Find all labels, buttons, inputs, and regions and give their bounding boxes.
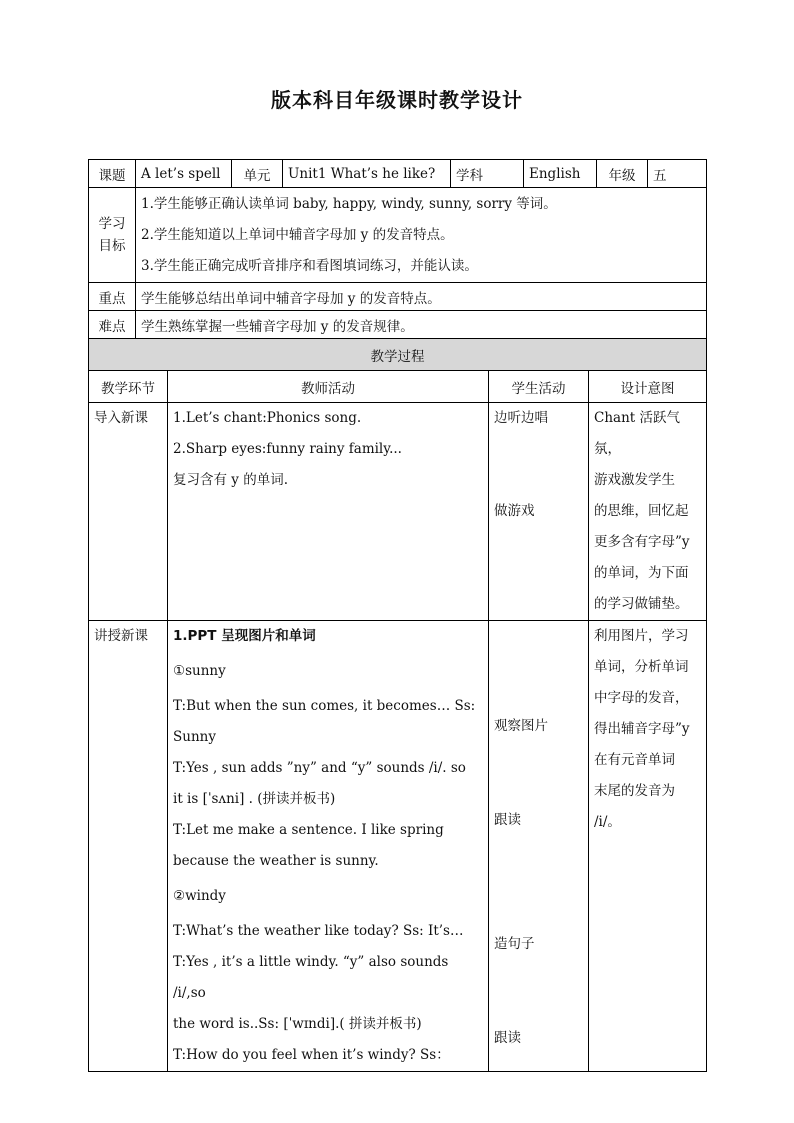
objectives-label <box>89 188 136 283</box>
unit-label: 单元 <box>232 160 283 188</box>
process-title: 教学过程 <box>89 339 707 371</box>
design-cell <box>589 621 707 1072</box>
design-line: 在有元音单词 <box>594 752 675 768</box>
student-line: 做游戏 <box>494 503 535 519</box>
student-line: 跟读 <box>494 1030 521 1046</box>
design-line: 更多含有字母”y <box>594 534 690 550</box>
teacher-line: 2.Sharp eyes:funny rainy family... <box>173 441 402 457</box>
stage-cell: 导入新课 <box>89 403 168 621</box>
design-cell <box>589 403 707 621</box>
stage-cell: 讲授新课 <box>89 621 168 1072</box>
objective-item: 3.学生能正确完成听音排序和看图填词练习，并能认读。 <box>141 257 478 274</box>
topic-value: A let’s spell <box>136 160 232 188</box>
teacher-line: T:What’s the weather like today? Ss: It’s… <box>173 923 464 939</box>
teacher-line: 1.PPT 呈现图片和单词 <box>173 628 316 644</box>
design-line: 的思维，回忆起 <box>594 503 689 519</box>
design-line: 的学习做铺垫。 <box>594 596 689 612</box>
header-student: 学生活动 <box>489 371 589 403</box>
teacher-line: T:Yes , it’s a little windy. “y” also sounds /i/,so <box>173 954 449 1001</box>
teacher-cell <box>168 403 489 621</box>
teacher-line: T:How do you feel when it’s windy? Ss： <box>173 1047 450 1063</box>
design-line: Chant 活跃气氛， <box>594 410 680 457</box>
key-point-text: 学生能够总结出单词中辅音字母加 y 的发音特点。 <box>136 283 707 311</box>
header-design: 设计意图 <box>589 371 707 403</box>
student-cell <box>489 403 589 621</box>
teacher-line: ①sunny <box>173 663 226 679</box>
student-line: 造句子 <box>494 936 535 952</box>
design-line: /i/。 <box>594 814 621 830</box>
difficulty-text: 学生熟练掌握一些辅音字母加 y 的发音规律。 <box>136 311 707 339</box>
student-line: 边听边唱 <box>494 410 548 426</box>
objective-item: 1.学生能够正确认读单词 baby, happy, windy, sunny, sorry 等词。 <box>141 195 557 212</box>
teacher-line: because the weather is sunny. <box>173 853 379 869</box>
topic-label: 课题 <box>89 160 136 188</box>
grade-value: 五 <box>648 160 707 188</box>
student-cell <box>489 621 589 1072</box>
teacher-line: T:But when the sun comes, it becomes… Ss: <box>173 698 476 714</box>
design-line: 利用图片，学习 <box>594 628 689 644</box>
key-point-label: 重点 <box>89 283 136 311</box>
design-line: 中字母的发音， <box>594 690 689 706</box>
teacher-line: T:Yes , sun adds ”ny” and “y” sounds /i/. so <box>173 760 466 776</box>
objectives-label-text: 学习目标 <box>98 216 126 254</box>
design-line: 单词，分析单词 <box>594 659 689 675</box>
teacher-cell <box>168 621 489 1072</box>
info-table <box>88 159 707 339</box>
teacher-line: 复习含有 y 的单词. <box>173 472 289 488</box>
objectives-list <box>136 188 707 283</box>
design-line: 得出辅音字母”y <box>594 721 690 737</box>
header-stage: 教学环节 <box>89 371 168 403</box>
teacher-line: T:Let me make a sentence. I like spring <box>173 822 444 838</box>
design-line: 末尾的发音为 <box>594 783 675 799</box>
teacher-line: 1.Let’s chant:Phonics song. <box>173 410 362 426</box>
process-table <box>88 338 707 1072</box>
difficulty-label: 难点 <box>89 311 136 339</box>
subject-value: English <box>524 160 597 188</box>
teacher-line: the word is..Ss: [ˈwɪndi].( 拼读并板书) <box>173 1016 422 1032</box>
subject-label: 学科 <box>451 160 524 188</box>
student-line: 跟读 <box>494 812 521 828</box>
teacher-line: it is [ˈsʌni] . (拼读并板书) <box>173 791 336 807</box>
grade-label: 年级 <box>597 160 648 188</box>
student-line: 观察图片 <box>494 718 548 734</box>
design-line: 的单词，为下面 <box>594 565 689 581</box>
unit-value: Unit1 What’s he like? <box>283 160 451 188</box>
page-title: 版本科目年级课时教学设计 <box>271 88 523 112</box>
design-line: 游戏激发学生 <box>594 472 675 488</box>
teacher-line: Sunny <box>173 729 216 745</box>
header-teacher: 教师活动 <box>168 371 489 403</box>
objective-item: 2.学生能知道以上单词中辅音字母加 y 的发音特点。 <box>141 226 454 243</box>
teacher-line: ②windy <box>173 888 226 904</box>
